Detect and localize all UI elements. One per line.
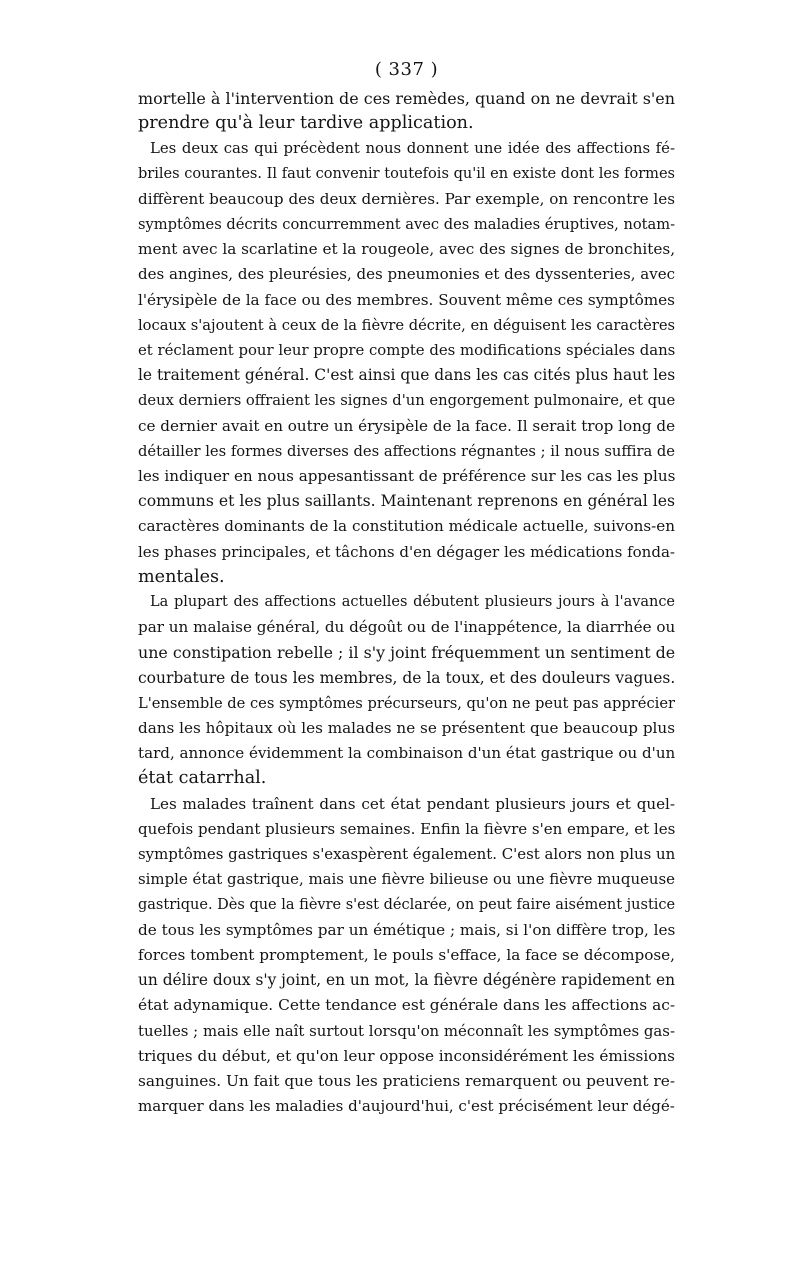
text-line: les indiquer en nous appesantissant de préférence sur les cas les plus bbox=[138, 467, 676, 486]
text-line: diffèrent beaucoup des deux dernières. Par exemple, on rencontre les bbox=[138, 189, 675, 208]
paragraph bbox=[138, 590, 675, 792]
text-line: La plupart des affections actuelles débutent plusieurs jours à l'avance bbox=[150, 594, 675, 611]
text-line: mortelle à l'intervention de ces remèdes, quand on ne devrait s'en bbox=[138, 89, 675, 108]
text-line: gastrique. Dès que la fièvre s'est déclarée, on peut faire aisément justice bbox=[138, 896, 676, 913]
text-line: triques du début, et qu'on leur oppose inconsidérément les émissions bbox=[138, 1046, 675, 1065]
text-line: prendre qu'à leur tardive application. bbox=[138, 113, 474, 134]
text-line: caractères dominants de la constitution médicale actuelle, suivons-en bbox=[138, 517, 675, 536]
text-line: symptômes gastriques s'exaspèrent également. C'est alors non plus un bbox=[138, 845, 676, 864]
text-line: et réclament pour leur propre compte des modifications spéciales dans bbox=[138, 341, 676, 360]
text-line: état adynamique. Cette tendance est générale dans les affections ac- bbox=[138, 996, 675, 1015]
text-line: état catarrhal. bbox=[138, 768, 267, 789]
text-line: ment avec la scarlatine et la rougeole, avec des signes de bronchites, bbox=[138, 240, 676, 259]
text-line: des angines, des pleurésies, des pneumonies et des dyssenteries, avec bbox=[138, 265, 675, 284]
page-number: ( 337 ) bbox=[374, 59, 439, 80]
text-line: les phases principales, et tâchons d'en dégager les médications fonda- bbox=[138, 542, 675, 561]
text-line: communs et les plus saillants. Maintenant reprenons en général les bbox=[138, 492, 675, 511]
text-line: mentales. bbox=[138, 566, 225, 587]
text-line: détailler les formes diverses des affections régnantes ; il nous suffira de bbox=[138, 442, 675, 460]
text-line: briles courantes. Il faut convenir toutefois qu'il en existe dont les formes bbox=[138, 165, 675, 182]
paragraph bbox=[138, 136, 675, 590]
text-line: l'érysipèle de la face ou des membres. Souvent même ces symptômes bbox=[138, 290, 675, 309]
text-line: le traitement général. C'est ainsi que dans les cas cités plus haut les bbox=[138, 366, 676, 385]
text-line: tuelles ; mais elle naît surtout lorsqu'on méconnaît les symptômes gas- bbox=[138, 1021, 675, 1040]
text-line: simple état gastrique, mais une fièvre bilieuse ou une fièvre muqueuse bbox=[138, 870, 675, 889]
text-line: L'ensemble de ces symptômes précurseurs, qu'on ne peut pas apprécier bbox=[138, 694, 675, 712]
text-line: marquer dans les maladies d'aujourd'hui, c'est précisément leur dégé- bbox=[138, 1097, 675, 1116]
text-line: forces tombent promptement, le pouls s'efface, la face se décompose, bbox=[138, 945, 675, 964]
text-line: locaux s'ajoutent à ceux de la fièvre décrite, en déguisent les caractères bbox=[138, 316, 675, 334]
text-line: par un malaise général, du dégoût ou de l'inappétence, la diarrhée ou bbox=[138, 618, 676, 637]
text-line: dans les hôpitaux où les malades ne se présentent que beaucoup plus bbox=[138, 719, 675, 738]
text-line: deux derniers offraient les signes d'un engorgement pulmonaire, et que bbox=[138, 392, 676, 410]
text-line: ce dernier avait en outre un érysipèle de la face. Il serait trop long de bbox=[138, 416, 676, 435]
text-line: quefois pendant plusieurs semaines. Enfin la fièvre s'en empare, et les bbox=[138, 819, 676, 838]
text-line: courbature de tous les membres, de la toux, et des douleurs vagues. bbox=[138, 668, 676, 687]
text-line: de tous les symptômes par un émétique ; mais, si l'on diffère trop, les bbox=[138, 920, 676, 939]
text-line: symptômes décrits concurremment avec des maladies éruptives, notam- bbox=[138, 216, 676, 234]
book-page bbox=[138, 58, 675, 1119]
text-line: une constipation rebelle ; il s'y joint fréquemment un sentiment de bbox=[138, 643, 676, 663]
body-text bbox=[138, 86, 675, 1119]
text-line: sanguines. Un fait que tous les praticiens remarquent ou peuvent re- bbox=[138, 1071, 675, 1090]
text-line: Les malades traînent dans cet état pendant plusieurs jours et quel- bbox=[150, 794, 675, 813]
paragraph bbox=[138, 86, 675, 136]
text-line: tard, annonce évidemment la combinaison d'un état gastrique ou d'un bbox=[138, 744, 676, 763]
text-line: Les deux cas qui précèdent nous donnent une idée des affections fé- bbox=[150, 139, 675, 158]
text-line: un délire doux s'y joint, en un mot, la fièvre dégénère rapidement en bbox=[138, 971, 675, 990]
paragraph bbox=[138, 792, 675, 1120]
